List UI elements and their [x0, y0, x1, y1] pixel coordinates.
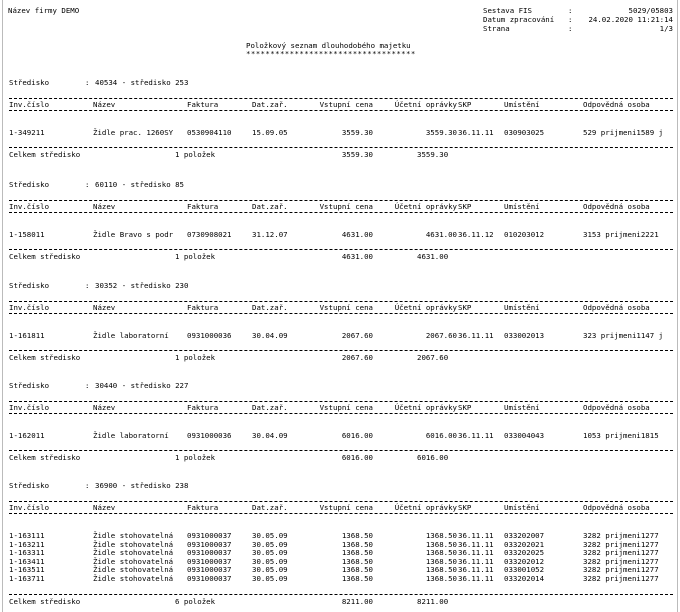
- column-header-skp: SKP: [458, 503, 472, 512]
- total-label: Celkem středisko: [9, 597, 81, 606]
- total-count: 1 položek: [175, 150, 216, 159]
- cell-commission-date: 30.05.09: [252, 539, 288, 549]
- header-separator-line: [9, 513, 673, 514]
- cell-skp: 36.11.11: [458, 539, 494, 549]
- cost-center-separator: :: [85, 281, 90, 290]
- cost-center-value: 30352 - středisko 230: [95, 281, 189, 290]
- cell-accumulated-depreciation: 1368.50: [425, 548, 457, 558]
- cell-commission-date: 15.09.05: [252, 128, 288, 137]
- cell-item-name: Židle Bravo s podr: [93, 230, 174, 239]
- report-title: Položkový seznam dlouhodobého majetku: [246, 41, 411, 50]
- column-header-responsible-person: Odpovědná osoba: [583, 202, 650, 211]
- total-depreciation: 3559.30: [417, 150, 449, 159]
- total-separator-line: [9, 450, 673, 451]
- column-header-commission-date: Dat.zař.: [252, 303, 288, 312]
- meta-label-date: Datum zpracování: [483, 15, 555, 24]
- cell-commission-date: 30.05.09: [252, 548, 288, 558]
- column-header-invoice: Faktura: [187, 100, 219, 109]
- cell-item-name: Židle stohovatelná: [93, 565, 174, 575]
- total-entry-price: 8211.00: [341, 597, 373, 606]
- header-separator-line: [9, 301, 673, 302]
- cell-commission-date: 30.04.09: [252, 431, 288, 440]
- cell-skp: 36.11.11: [458, 128, 494, 137]
- cell-location: 033202007: [504, 531, 545, 540]
- cell-inv-number: 1-158011: [9, 230, 45, 239]
- total-depreciation: 2067.60: [417, 353, 449, 362]
- header-separator-line: [9, 501, 673, 502]
- cost-center-value: 30440 - středisko 227: [95, 381, 189, 390]
- column-header-responsible-person: Odpovědná osoba: [583, 403, 650, 412]
- cost-center-label: Středisko: [9, 180, 50, 189]
- meta-sep-report: :: [568, 6, 573, 15]
- cost-center-label: Středisko: [9, 281, 50, 290]
- cell-item-name: Židle stohovatelná: [93, 556, 174, 566]
- column-header-item-name: Název: [93, 303, 116, 312]
- header-separator-line: [9, 110, 673, 111]
- cell-skp: 36.11.11: [458, 574, 494, 583]
- column-header-item-name: Název: [93, 503, 116, 512]
- cell-invoice: 0931000037: [187, 565, 232, 575]
- cost-center-value: 60110 - středisko 85: [95, 180, 184, 189]
- column-header-inv-number: Inv.číslo: [9, 503, 50, 512]
- cost-center-separator: :: [85, 481, 90, 490]
- cell-responsible-person: 3282 prijmeni1277: [583, 565, 659, 575]
- cell-item-name: Židle stohovatelná: [93, 539, 174, 549]
- cell-invoice: 0530904110: [187, 128, 232, 137]
- cell-invoice: 0931000036: [187, 331, 232, 340]
- total-separator-line: [9, 350, 673, 351]
- cell-item-name: Židle stohovatelná: [93, 574, 174, 583]
- total-count: 1 položek: [175, 252, 216, 261]
- column-header-invoice: Faktura: [187, 303, 219, 312]
- column-header-commission-date: Dat.zař.: [252, 503, 288, 512]
- meta-value-page: 1/3: [659, 24, 673, 33]
- cell-location: 033202014: [504, 574, 545, 583]
- cell-accumulated-depreciation: 2067.60: [425, 331, 457, 340]
- column-header-inv-number: Inv.číslo: [9, 100, 50, 109]
- cell-item-name: Židle laboratorní: [93, 331, 169, 340]
- meta-value-date: 24.02.2020 11:21:14: [588, 15, 673, 24]
- cell-entry-price: 1368.50: [341, 539, 373, 549]
- column-header-accumulated-depreciation: Účetní oprávky: [394, 303, 457, 312]
- cell-skp: 36.11.11: [458, 556, 494, 566]
- column-header-item-name: Název: [93, 403, 116, 412]
- header-separator-line: [9, 200, 673, 201]
- total-label: Celkem středisko: [9, 252, 81, 261]
- cost-center-separator: :: [85, 78, 90, 87]
- cost-center-value: 40534 - středisko 253: [95, 78, 189, 87]
- cell-inv-number: 1-163411: [9, 556, 45, 566]
- meta-label-report: Sestava FIS: [483, 6, 532, 15]
- cell-entry-price: 1368.50: [341, 556, 373, 566]
- column-header-accumulated-depreciation: Účetní oprávky: [394, 403, 457, 412]
- cell-entry-price: 1368.50: [341, 548, 373, 558]
- column-header-commission-date: Dat.zař.: [252, 202, 288, 211]
- column-header-entry-price: Vstupní cena: [319, 503, 373, 512]
- column-header-inv-number: Inv.číslo: [9, 202, 50, 211]
- column-header-responsible-person: Odpovědná osoba: [583, 503, 650, 512]
- cost-center-value: 36900 - středisko 238: [95, 481, 189, 490]
- cell-responsible-person: 1053 prijmeni1815: [583, 431, 659, 440]
- cell-accumulated-depreciation: 1368.50: [425, 556, 457, 566]
- cell-invoice: 0931000037: [187, 531, 232, 540]
- cell-inv-number: 1-161811: [9, 331, 45, 340]
- cell-commission-date: 30.05.09: [252, 574, 288, 583]
- cell-invoice: 0931000037: [187, 539, 232, 549]
- column-header-location: Umístění: [504, 202, 540, 211]
- column-header-inv-number: Inv.číslo: [9, 303, 50, 312]
- total-label: Celkem středisko: [9, 353, 81, 362]
- cell-inv-number: 1-163711: [9, 574, 45, 583]
- column-header-location: Umístění: [504, 303, 540, 312]
- cell-commission-date: 30.05.09: [252, 531, 288, 540]
- total-label: Celkem středisko: [9, 150, 81, 159]
- cell-inv-number: 1-163211: [9, 539, 45, 549]
- column-header-commission-date: Dat.zař.: [252, 100, 288, 109]
- cell-skp: 36.11.11: [458, 431, 494, 440]
- total-entry-price: 3559.30: [341, 150, 373, 159]
- total-separator-line: [9, 147, 673, 148]
- total-separator-line: [9, 249, 673, 250]
- cell-location: 033001052: [504, 565, 545, 575]
- cell-responsible-person: 3282 prijmeni1277: [583, 539, 659, 549]
- header-separator-line: [9, 98, 673, 99]
- cell-location: 033004043: [504, 431, 545, 440]
- column-header-commission-date: Dat.zař.: [252, 403, 288, 412]
- header-separator-line: [9, 401, 673, 402]
- cost-center-label: Středisko: [9, 78, 50, 87]
- cell-item-name: Židle stohovatelná: [93, 548, 174, 558]
- cell-skp: 36.11.11: [458, 565, 494, 575]
- meta-label-page: Strana: [483, 24, 510, 33]
- cell-responsible-person: 529 prijmeni1589 j: [583, 128, 664, 137]
- column-header-skp: SKP: [458, 303, 472, 312]
- total-separator-line: [9, 594, 673, 595]
- cell-location: 033002013: [504, 331, 545, 340]
- cell-inv-number: 1-163311: [9, 548, 45, 558]
- column-header-accumulated-depreciation: Účetní oprávky: [394, 202, 457, 211]
- total-count: 1 položek: [175, 353, 216, 362]
- report-title-underline: ***********************************: [246, 49, 416, 58]
- column-header-item-name: Název: [93, 100, 116, 109]
- column-header-accumulated-depreciation: Účetní oprávky: [394, 100, 457, 109]
- column-header-skp: SKP: [458, 100, 472, 109]
- total-entry-price: 6016.00: [341, 453, 373, 462]
- cell-item-name: Židle prac. 1260SY: [93, 128, 174, 137]
- meta-sep-date: :: [568, 15, 573, 24]
- report-page: [2, 0, 678, 612]
- cell-accumulated-depreciation: 3559.30: [425, 128, 457, 137]
- cell-responsible-person: 3282 prijmeni1277: [583, 556, 659, 566]
- cell-entry-price: 1368.50: [341, 531, 373, 540]
- cell-inv-number: 1-163111: [9, 531, 45, 540]
- cell-responsible-person: 323 prijmeni1147 j: [583, 331, 664, 340]
- header-separator-line: [9, 313, 673, 314]
- total-depreciation: 6016.00: [417, 453, 449, 462]
- column-header-location: Umístění: [504, 100, 540, 109]
- meta-sep-page: :: [568, 24, 573, 33]
- cell-accumulated-depreciation: 1368.50: [425, 539, 457, 549]
- cell-invoice: 0931000037: [187, 548, 232, 558]
- cost-center-separator: :: [85, 381, 90, 390]
- cell-location: 033202021: [504, 539, 545, 549]
- cost-center-label: Středisko: [9, 481, 50, 490]
- column-header-item-name: Název: [93, 202, 116, 211]
- cell-inv-number: 1-163511: [9, 565, 45, 575]
- cell-invoice: 0730908021: [187, 230, 232, 239]
- cell-responsible-person: 3153 prijmeni2221: [583, 230, 659, 239]
- column-header-location: Umístění: [504, 503, 540, 512]
- cell-accumulated-depreciation: 1368.50: [425, 531, 457, 540]
- column-header-skp: SKP: [458, 202, 472, 211]
- total-entry-price: 2067.60: [341, 353, 373, 362]
- cell-skp: 36.11.11: [458, 548, 494, 558]
- cell-inv-number: 1-349211: [9, 128, 45, 137]
- cell-accumulated-depreciation: 6016.00: [425, 431, 457, 440]
- cell-commission-date: 30.05.09: [252, 565, 288, 575]
- cell-accumulated-depreciation: 4631.00: [425, 230, 457, 239]
- cell-commission-date: 30.05.09: [252, 556, 288, 566]
- column-header-skp: SKP: [458, 403, 472, 412]
- cell-responsible-person: 3282 prijmeni1277: [583, 531, 659, 540]
- cell-commission-date: 31.12.07: [252, 230, 288, 239]
- column-header-entry-price: Vstupní cena: [319, 403, 373, 412]
- cell-entry-price: 6016.00: [341, 431, 373, 440]
- column-header-inv-number: Inv.číslo: [9, 403, 50, 412]
- cell-inv-number: 1-162011: [9, 431, 45, 440]
- cell-invoice: 0931000037: [187, 574, 232, 583]
- column-header-accumulated-depreciation: Účetní oprávky: [394, 503, 457, 512]
- cell-skp: 36.11.11: [458, 531, 494, 540]
- cell-entry-price: 2067.60: [341, 331, 373, 340]
- column-header-entry-price: Vstupní cena: [319, 100, 373, 109]
- cell-entry-price: 4631.00: [341, 230, 373, 239]
- cell-entry-price: 1368.50: [341, 565, 373, 575]
- meta-value-report: 5029/05803: [628, 6, 673, 15]
- header-separator-line: [9, 413, 673, 414]
- total-count: 1 položek: [175, 453, 216, 462]
- cell-invoice: 0931000036: [187, 431, 232, 440]
- cell-responsible-person: 3282 prijmeni1277: [583, 548, 659, 558]
- cell-responsible-person: 3282 prijmeni1277: [583, 574, 659, 583]
- cell-item-name: Židle stohovatelná: [93, 531, 174, 540]
- column-header-entry-price: Vstupní cena: [319, 303, 373, 312]
- total-depreciation: 8211.00: [417, 597, 449, 606]
- cell-entry-price: 1368.50: [341, 574, 373, 583]
- cell-skp: 36.11.12: [458, 230, 494, 239]
- column-header-location: Umístění: [504, 403, 540, 412]
- total-count: 6 položek: [175, 597, 216, 606]
- column-header-entry-price: Vstupní cena: [319, 202, 373, 211]
- cell-commission-date: 30.04.09: [252, 331, 288, 340]
- cell-accumulated-depreciation: 1368.50: [425, 565, 457, 575]
- cell-accumulated-depreciation: 1368.50: [425, 574, 457, 583]
- total-entry-price: 4631.00: [341, 252, 373, 261]
- cell-invoice: 0931000037: [187, 556, 232, 566]
- cost-center-separator: :: [85, 180, 90, 189]
- cell-skp: 36.11.11: [458, 331, 494, 340]
- header-separator-line: [9, 212, 673, 213]
- total-label: Celkem středisko: [9, 453, 81, 462]
- cell-location: 010203012: [504, 230, 545, 239]
- total-depreciation: 4631.00: [417, 252, 449, 261]
- cell-entry-price: 3559.30: [341, 128, 373, 137]
- column-header-responsible-person: Odpovědná osoba: [583, 100, 650, 109]
- company-name: Název firmy DEMO: [8, 6, 80, 15]
- cell-item-name: Židle laboratorní: [93, 431, 169, 440]
- cost-center-label: Středisko: [9, 381, 50, 390]
- column-header-responsible-person: Odpovědná osoba: [583, 303, 650, 312]
- column-header-invoice: Faktura: [187, 403, 219, 412]
- cell-location: 033202025: [504, 548, 545, 558]
- column-header-invoice: Faktura: [187, 202, 219, 211]
- cell-location: 030903025: [504, 128, 545, 137]
- cell-location: 033202012: [504, 556, 545, 566]
- column-header-invoice: Faktura: [187, 503, 219, 512]
